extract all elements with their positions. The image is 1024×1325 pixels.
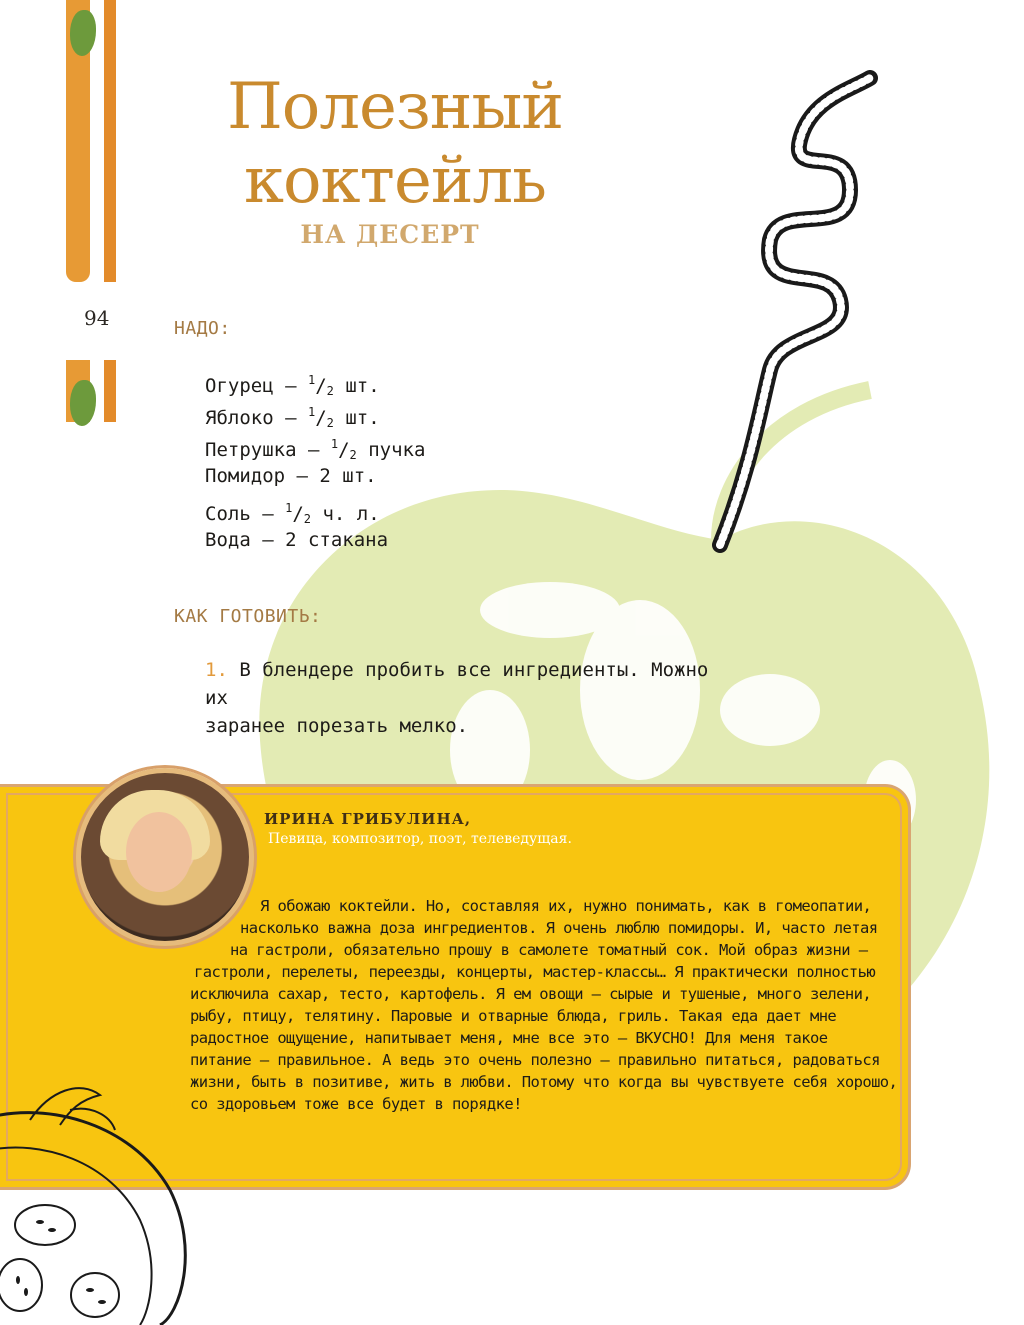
quote-line: насколько важна доза ингредиентов. Я очень люблю помидоры. И, часто летая <box>240 919 878 937</box>
step-item: 1. В блендере пробить все ингредиенты. Можно их заранее порезать мелко. <box>205 659 709 737</box>
list-item: Петрушка — $^1/_2$ пучка <box>205 437 426 462</box>
title-line-1: Полезный <box>226 70 564 144</box>
leaf-icon <box>70 10 96 56</box>
quote-line: гастроли, перелеты, переезды, концерты, мастер-классы… Я практически полностью <box>194 963 876 981</box>
quote-author-role: Певица, композитор, поэт, телеведущая. <box>268 831 572 847</box>
ingredients-list <box>205 364 425 556</box>
fraction: $^1/_2$ <box>285 501 311 526</box>
list-item: Яблоко — $^1/_2$ шт. <box>205 405 380 430</box>
page-number: 94 <box>84 306 110 330</box>
method-steps <box>205 656 725 740</box>
leaf-icon <box>70 380 96 426</box>
avatar-face <box>126 812 192 892</box>
quote-line: жизни, быть в позитиве, жить в любви. Потому что когда вы чувствуете себя хорошо, <box>190 1073 898 1091</box>
method-heading: КАК ГОТОВИТЬ: <box>174 606 322 627</box>
quote-line: на гастроли, обязательно прошу в самолете томатный сок. Мой образ жизни — <box>230 941 868 959</box>
step-number: 1. <box>205 659 228 681</box>
page-edge-bar <box>104 0 116 282</box>
quote-line: рыбу, птицу, телятину. Паровые и отварные блюда, гриль. Такая еда дает мне <box>190 1007 837 1025</box>
quote-line: питание — правильное. А ведь это очень полезно — правильно питаться, радоваться <box>190 1051 880 1069</box>
ingredients-heading: НАДО: <box>174 318 231 339</box>
quote-line: Я обожаю коктейли. Но, составляя их, нужно понимать, как в гомеопатии, <box>260 897 872 915</box>
page-subtitle: НА ДЕСЕРТ <box>300 220 480 249</box>
quote-line: радостное ощущение, напитывает меня, мне все это — ВКУСНО! Для меня такое <box>190 1029 828 1047</box>
list-item: Вода — 2 стакана <box>205 529 389 551</box>
page-title <box>160 70 630 218</box>
page-edge-bar-lower <box>104 360 116 422</box>
straw-illustration <box>700 70 880 560</box>
list-item: Соль — $^1/_2$ ч. л. <box>205 501 380 526</box>
quote-line: исключила сахар, тесто, картофель. Я ем овощи — сырые и тушеные, много зелени, <box>190 985 872 1003</box>
fraction: $^1/_2$ <box>330 437 357 462</box>
list-item: Помидор — 2 шт. <box>205 465 377 487</box>
quote-text <box>190 895 898 1115</box>
quote-line: со здоровьем тоже все будет в порядке! <box>190 1095 522 1113</box>
fraction: $^1/_2$ <box>307 405 334 430</box>
tomato-illustration <box>0 1080 200 1325</box>
list-item: Огурец — $^1/_2$ шт. <box>205 373 380 398</box>
fraction: $^1/_2$ <box>307 373 334 398</box>
title-line-2: коктейль <box>244 144 546 218</box>
quote-author-name: ИРИНА ГРИБУЛИНА, <box>264 810 472 828</box>
